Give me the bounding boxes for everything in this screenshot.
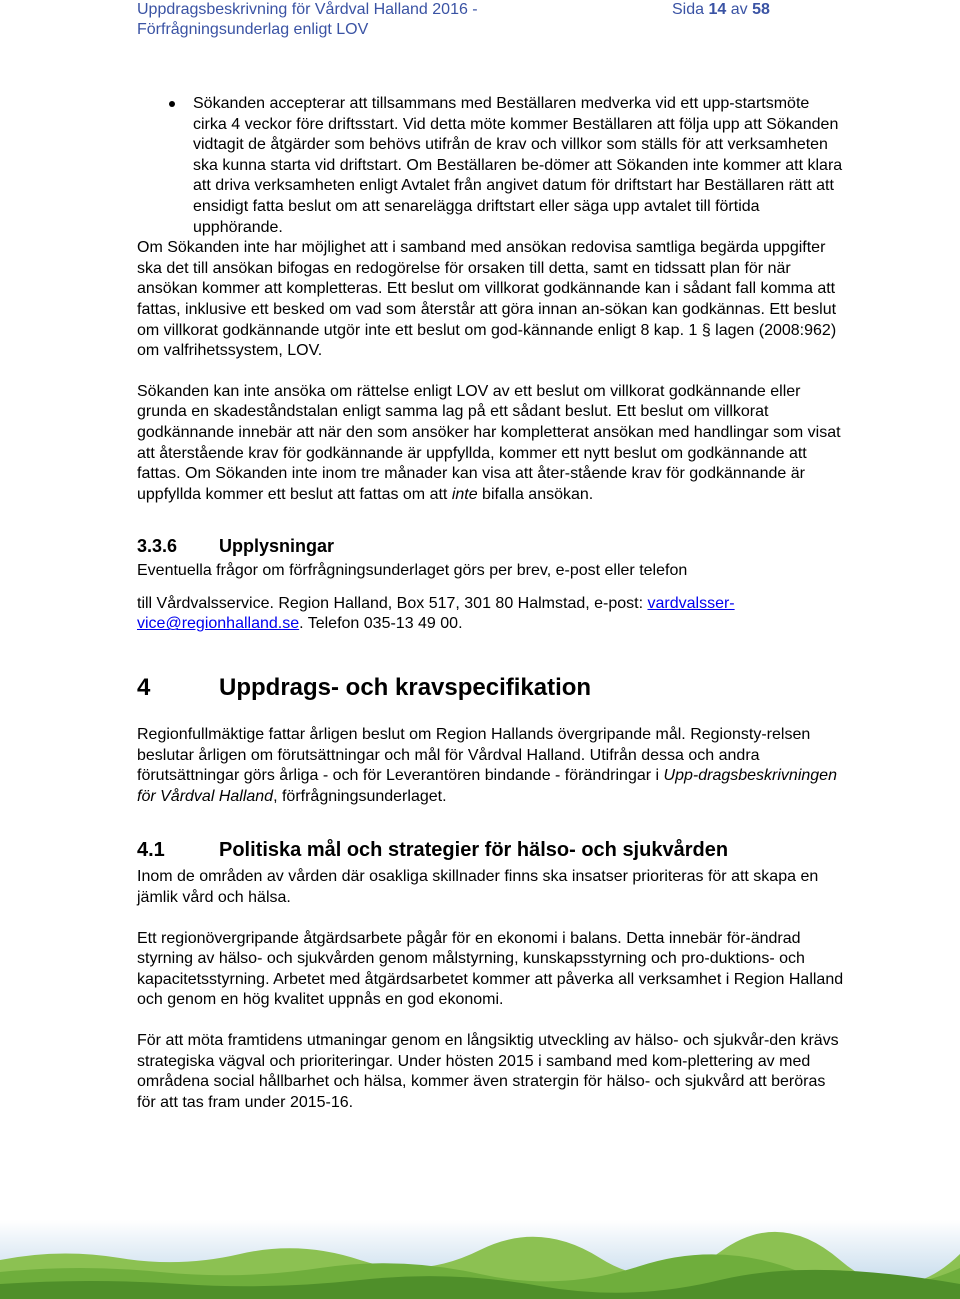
paragraph: Eventuella frågor om förfrågningsunderlaget görs per brev, e-post eller telefon	[137, 562, 688, 580]
paragraph-text: Sökanden kan inte ansöka om rättelse enligt LOV av ett beslut om villkorat godkännande eller grunda en skadeståndstalan enligt samma lag på ett sådant beslut. Ett beslut om villkorat godkännande innebär att när den som ansöker har kompletterat ansökan med handlingar som visat att återstående krav för godkännande är uppfyllda, kommer ett nytt beslut om godkännande att fattas. Om Sökanden inte inom tre månader kan visa att åter-stående krav för godkännande är uppfyllda kommer ett beslut att fattas om att	[137, 382, 841, 503]
page-indicator	[672, 0, 770, 20]
paragraph	[137, 382, 847, 506]
emphasis-text: Upp-dragsbeskrivningen för Vårdval Halland	[137, 767, 837, 805]
emphasis-text: inte	[451, 485, 478, 503]
paragraph-text: bifalla ansökan.	[477, 485, 594, 503]
paragraph: Ett regionövergripande åtgärdsarbete pågår för en ekonomi i balans. Detta innebär för-ändrad styrning av hälso- och sjukvården genom målstyrning, kunskapsstyrning och pro-duktions- och kapacitetsstyrning. Arbetet med åtgärdsarbetet kommer att påverka all verksamhet i Region Halland och genom en hög kvalitet uppnås en god ekonomi.	[137, 929, 844, 1009]
section-title: Uppdrags- och kravspecifikation	[219, 674, 592, 702]
section-heading-4-1	[137, 837, 847, 863]
header-title-line2: Förfrågningsunderlag enligt LOV	[137, 21, 369, 38]
paragraph: Inom de områden av vården där osakliga skillnader finns ska insatser prioriteras för att skapa en jämlik vård och hälsa.	[137, 868, 819, 907]
bullet-list	[137, 94, 847, 238]
paragraph-text: , förfrågningsunderlaget.	[273, 787, 447, 805]
section-title: Upplysningar	[219, 536, 335, 557]
page-mid: av	[726, 1, 753, 18]
grass-footer-image	[0, 1220, 960, 1299]
page-total: 58	[752, 1, 770, 18]
paragraph: För att möta framtidens utmaningar genom en långsiktig utveckling av hälso- och sjukvår-den krävs strategiska vägval och prioriteringar. Under hösten 2015 i samband med kom-plettering av med områdena social hållbarhet och hälsa, kommer även stratergin för hälso- och sjukvård att beröras för att tas fram under 2015-16.	[137, 1032, 839, 1111]
bullet-icon	[169, 101, 175, 107]
paragraph	[137, 594, 847, 635]
section-number: 3.3.6	[137, 536, 178, 557]
section-number: 4.1	[137, 839, 165, 862]
section-heading-4	[137, 673, 847, 703]
paragraph-text: till Vårdvalsservice. Region Halland, Box 517, 301 80 Halmstad, e-post:	[137, 594, 648, 612]
section-title: Politiska mål och strategier för hälso- och sjukvården	[219, 839, 729, 862]
paragraph	[137, 725, 847, 807]
section-heading-3-3-6	[137, 535, 847, 557]
header-title-line1: Uppdragsbeskrivning för Vårdval Halland 2016 -	[137, 1, 478, 18]
paragraph-text: Regionfullmäktige fattar årligen beslut om Region Hallands övergripande mål. Regionsty-relsen beslutar årligen om förutsättningar och mål för Vårdval Halland. Utifrån dessa och andra förutsättningar görs årliga - och för Leverantören bindande - förändringar i	[137, 726, 811, 785]
section-number: 4	[137, 674, 151, 702]
page-current: 14	[708, 1, 727, 18]
email-link[interactable]: vardvalsser-vice@regionhalland.se	[137, 594, 735, 633]
running-header	[137, 0, 657, 40]
bullet-text: Sökanden accepterar att tillsammans med Beställaren medverka vid ett upp-startsmöte cirka 4 veckor före driftsstart. Vid detta möte kommer Beställaren att följa upp att Sökanden vidtagit de åtgärder som behövs utifrån de krav och villkor som ställs för att verksamheten ska kunna starta vid driftstart. Om Beställaren be-dömer att Sökanden inte kommer att klara att driva verksamheten enligt Avtalet från angivet datum för driftstart har Beställaren rätt att ensidigt fatta beslut om att senarelägga driftstart eller säga upp avtalet till förtida upphörande.	[193, 95, 843, 236]
list-item	[137, 94, 847, 238]
paragraph: Om Sökanden inte har möjlighet att i samband med ansökan redovisa samtliga begärda uppgifter ska det till ansökan bifogas en redogörelse för orsaken till detta, samt en tidssatt plan för när ansökan kommer att kompletteras. Ett beslut om villkorat godkännande kan i sådant fall komma att fattas, inklusive ett besked om vad som återstår att göra innan an-sökan kan godkännas. Ett beslut om villkorat godkännande utgör inte ett beslut om god-kännande enligt 8 kap. 1 § lagen (2008:962) om valfrihetssystem, LOV.	[137, 239, 837, 360]
paragraph-text: . Telefon 035-13 49 00.	[299, 615, 463, 633]
document-body	[137, 94, 847, 1113]
page-prefix: Sida	[672, 1, 709, 18]
